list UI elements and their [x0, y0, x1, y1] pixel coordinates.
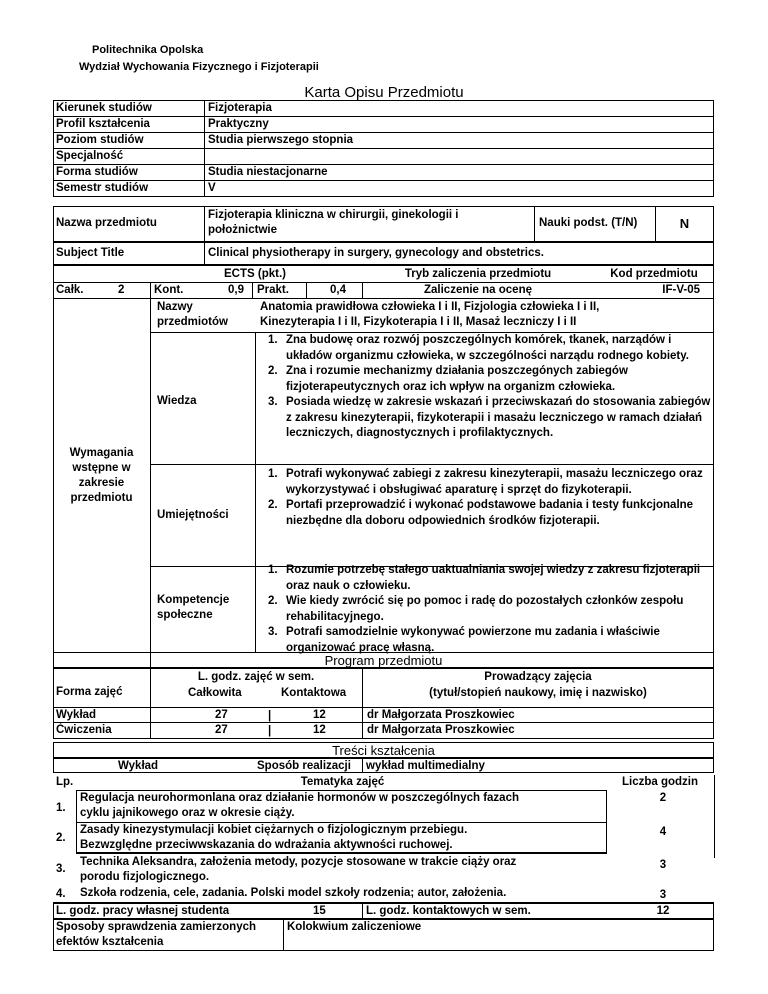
topic-text: Regulacja neurohormonlana oraz działanie hormonów w poszczególnych fazach: [80, 792, 519, 804]
knowledge-list: [268, 333, 712, 442]
program-row-total: 27: [215, 709, 228, 721]
info-label-semester: Semestr studiów: [56, 182, 149, 194]
program-row-total: 27: [215, 724, 228, 736]
ects-total-value: 2: [118, 284, 125, 296]
total-header: Całkowita: [188, 687, 242, 699]
info-value-level: Studia pierwszego stopnia: [208, 134, 354, 146]
skills-label: Umiejętności: [157, 509, 229, 521]
prereq-label-line4: przedmiotu: [70, 492, 133, 504]
prereq-label-line1: Wymagania: [69, 447, 134, 459]
topic-hours: 3: [659, 859, 667, 871]
subject-title-label: Subject Title: [56, 247, 125, 259]
self-study-label: L. godz. pracy własnej studenta: [56, 905, 230, 917]
info-value-profile: Praktyczny: [208, 118, 269, 130]
topic-hours: 2: [659, 792, 667, 804]
content-title: Treści kształcenia: [332, 743, 435, 758]
prereq-label-line3: zakresie: [78, 477, 125, 489]
skills-item: 1. Potrafi wykonywać zabiegi z zakresu kinezyterapii, masażu leczniczego oraz wykorzystywać i obsługiwać aparaturę i sprzęt do fizykoterapii.: [268, 468, 703, 496]
document-title: Karta Opisu Przedmiotu: [304, 84, 464, 101]
social-item: 1. Rozumie potrzebę stałego uaktualniania swojej wiedzy z zakresu fizjoterapii oraz nauk o człowieku.: [268, 564, 701, 592]
program-row-form: Ćwiczenia: [56, 724, 112, 736]
social-item: 2. Wie kiedy zwrócić się po pomoc i radę do pozostałych członków zespołu rehabilitacyjnego.: [268, 595, 684, 623]
knowledge-label: Wiedza: [157, 395, 197, 407]
names-label-line2: przedmiotów: [157, 316, 228, 328]
social-list: [268, 563, 712, 656]
topic-text: Bezwzględne przeciwwskazania do wdrażania aktywności ruchowej.: [80, 839, 453, 851]
topic-number: 1.: [56, 802, 66, 814]
info-label-field: Kierunek studiów: [56, 102, 152, 114]
content-type-label: Wykład: [118, 760, 159, 772]
topic-text: Zasady kinezystymulacji kobiet ciężarnych o fizjologicznym przebiegu.: [80, 824, 468, 836]
basic-sciences-label: Nauki podst. (T/N): [539, 217, 638, 229]
topic-hours: 4: [659, 826, 667, 838]
social-label-line1: Kompetencje: [157, 594, 230, 606]
program-row-contact: 12: [313, 724, 326, 736]
topic-text: Technika Aleksandra, założenia metody, pozycje stosowane w trakcie ciąży oraz: [80, 856, 517, 868]
verification-value: Kolokwium zaliczeniowe: [287, 921, 422, 933]
mode-header: Tryb zaliczenia przedmiotu: [404, 268, 552, 280]
info-value-semester: V: [208, 182, 216, 194]
program-title: Program przedmiotu: [324, 653, 443, 668]
topic-header: Tematyka zajęć: [300, 776, 385, 788]
lp-header: Lp.: [56, 776, 74, 788]
program-row-teacher: dr Małgorzata Proszkowiec: [367, 709, 515, 721]
knowledge-item: 1. Zna budowę oraz rozwój poszczególnych komórek, tkanek, narządów i układów organizmu człowieka, w szczególności narządu rodnego kobiety.: [268, 334, 689, 362]
names-line2: Kinezyterapia I i II, Fizykoterapia I i II, Masaż leczniczy I i II: [260, 316, 577, 328]
method-value: wykład multimedialny: [366, 760, 485, 772]
faculty-name: Wydział Wychowania Fizycznego i Fizjoterapii: [79, 61, 319, 73]
ects-kont-label: Kont.: [154, 284, 184, 296]
subject-name-line1: Fizjoterapia kliniczna w chirurgii, ginekologii i: [208, 209, 459, 221]
ects-kont-value: 0,9: [228, 284, 244, 296]
university-name: Politechnika Opolska: [92, 44, 204, 56]
prereq-label-line2: wstępne w: [72, 462, 131, 474]
verification-label-line1: Sposoby sprawdzenia zamierzonych: [56, 921, 257, 933]
topic-text: Szkoła rodzenia, cele, zadania. Polski model szkoły rodzenia; autor, założenia.: [80, 887, 507, 899]
contact-header: Kontaktowa: [281, 687, 347, 699]
program-row-form: Wykład: [56, 709, 97, 721]
names-line1: Anatomia prawidłowa człowieka I i II, Fizjologia człowieka I i II,: [260, 301, 600, 313]
contact-hours-label: L. godz. kontaktowych w sem.: [366, 905, 531, 917]
names-label-line1: Nazwy: [157, 301, 193, 313]
program-row-contact: 12: [313, 709, 326, 721]
form-label: Forma zajęć: [56, 686, 123, 698]
topic-hours: 3: [659, 889, 667, 901]
social-item: 3. Potrafi samodzielnie wykonywać powierzone mu zadania i właściwie organizować pracę własną.: [268, 626, 660, 654]
verification-label-line2: efektów kształcenia: [56, 936, 164, 948]
ects-prakt-value: 0,4: [330, 284, 346, 296]
basic-sciences-value: N: [679, 216, 690, 231]
subject-title-value: Clinical physiotherapy in surgery, gynecology and obstetrics.: [208, 247, 544, 259]
ects-total-label: Całk.: [56, 284, 84, 296]
subject-name-label: Nazwa przedmiotu: [56, 217, 157, 229]
info-label-form: Forma studiów: [56, 166, 138, 178]
skills-item: 2. Portafi przeprowadzić i wykonać podstawowe badania i testy funkcjonalne niezbędne dla doboru odpowiednich środków fizjoterapii.: [268, 499, 694, 527]
topic-text: porodu fizjologicznego.: [80, 871, 210, 883]
skills-list: [268, 467, 708, 529]
self-study-value: 15: [313, 905, 326, 917]
topic-number: 3.: [56, 863, 66, 875]
method-label: Sposób realizacji: [257, 760, 351, 772]
social-label-line2: społeczne: [157, 609, 213, 621]
program-row-sep: |: [268, 710, 272, 722]
topic-number: 2.: [56, 832, 66, 844]
topic-number: 4.: [56, 888, 66, 900]
contact-hours-value: 12: [656, 905, 670, 917]
knowledge-item: 2. Zna i rozumie mechanizmy działania poszczegónych zabiegów fizjoterapeutycznych oraz ich wpływ na organizm człowieka.: [268, 365, 628, 393]
program-row-sep: |: [268, 725, 272, 737]
topic-text: cyklu jajnikowego oraz w okresie ciąży.: [80, 807, 295, 819]
ects-prakt-label: Prakt.: [257, 284, 289, 296]
hours-header: L. godz. zajęć w sem.: [197, 671, 315, 683]
teacher-header-line1: Prowadzący zajęcia: [484, 671, 592, 683]
teacher-header-line2: (tytuł/stopień naukowy, imię i nazwisko): [429, 687, 647, 699]
info-value-field: Fizjoterapia: [208, 102, 272, 114]
info-value-form: Studia niestacjonarne: [208, 166, 328, 178]
ects-header: ECTS (pkt.): [224, 268, 286, 280]
program-row-teacher: dr Małgorzata Proszkowiec: [367, 724, 515, 736]
info-label-specialty: Specjalność: [56, 150, 124, 162]
info-label-level: Poziom studiów: [56, 134, 144, 146]
code-value: IF-V-05: [662, 284, 700, 296]
subject-name-line2: położnictwie: [208, 224, 277, 236]
hours-col-header: Liczba godzin: [622, 776, 699, 788]
info-label-profile: Profil kształcenia: [56, 118, 150, 130]
code-header: Kod przedmiotu: [610, 268, 698, 280]
mode-value: Zaliczenie na ocenę: [423, 284, 532, 296]
knowledge-item: 3. Posiada wiedzę w zakresie wskazań i przeciwskazań do stosowania zabiegów z zakresu kinezyterapii, fizykoterapii i masażu leczniczego w ramach działań leczniczych, diagnostycznych i profilaktycznych.: [268, 396, 711, 439]
